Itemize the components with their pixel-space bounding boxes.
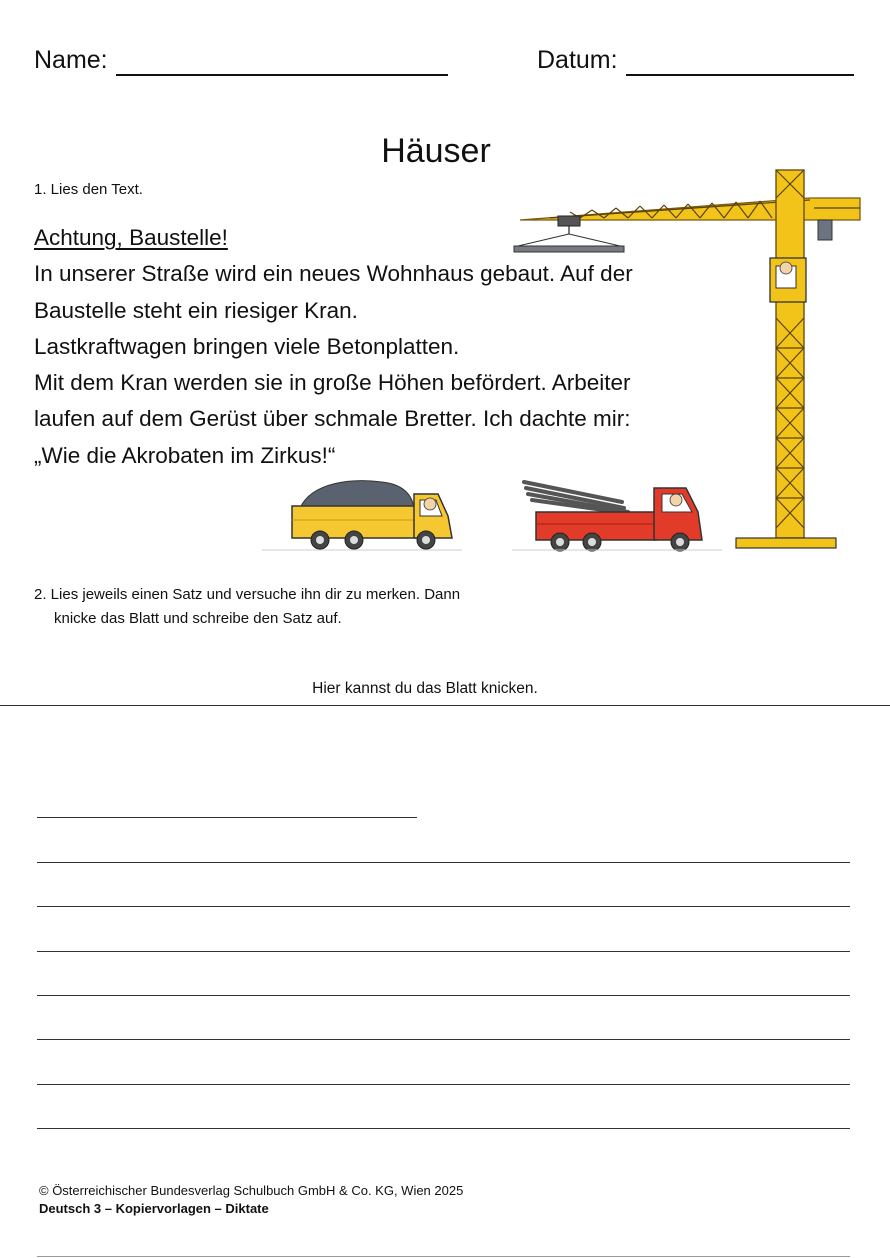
story-line: „Wie die Akrobaten im Zirkus!“: [34, 442, 336, 468]
date-label: Datum:: [537, 46, 618, 74]
writing-line[interactable]: [37, 862, 850, 863]
series-title: Deutsch 3 – Kopiervorlagen – Diktate: [39, 1201, 269, 1216]
name-field-line[interactable]: [116, 74, 448, 76]
red-flatbed-lorry-illustration: [512, 472, 722, 554]
writing-line[interactable]: [37, 1128, 850, 1129]
story-heading: Achtung, Baustelle!: [34, 225, 228, 250]
story-line: laufen auf dem Gerüst über schmale Bretter. Ich dachte mir:: [34, 406, 631, 432]
writing-line[interactable]: [37, 1039, 850, 1040]
story-line: Lastkraftwagen bringen viele Betonplatten.: [34, 333, 460, 359]
page-bottom-rule: [37, 1256, 850, 1257]
task-2-instruction-line-2: knicke das Blatt und schreibe den Satz auf.: [54, 610, 342, 627]
story-line: Mit dem Kran werden sie in große Höhen befördert. Arbeiter: [34, 370, 631, 396]
writing-line[interactable]: [37, 906, 850, 907]
writing-line[interactable]: [37, 951, 850, 952]
writing-line-short[interactable]: [37, 817, 417, 818]
page-title: Häuser: [381, 132, 491, 170]
task-2-instruction-line-1: 2. Lies jeweils einen Satz und versuche ihn dir zu merken. Dann: [34, 586, 461, 603]
yellow-dump-truck-illustration: [262, 472, 462, 554]
story-text: [34, 220, 633, 474]
fold-hint: Hier kannst du das Blatt knicken.: [312, 680, 538, 697]
copyright-notice: © Österreichischer Bundesverlag Schulbuch GmbH & Co. KG, Wien 2025: [39, 1183, 464, 1198]
fold-line: [0, 705, 890, 706]
story-line: In unserer Straße wird ein neues Wohnhaus gebaut. Auf der: [34, 261, 633, 287]
name-label: Name:: [34, 46, 108, 74]
story-line: Baustelle steht ein riesiger Kran.: [34, 297, 358, 323]
writing-line[interactable]: [37, 1084, 850, 1085]
date-field-line[interactable]: [626, 74, 854, 76]
writing-line[interactable]: [37, 995, 850, 996]
task-1-instruction: 1. Lies den Text.: [34, 181, 143, 198]
